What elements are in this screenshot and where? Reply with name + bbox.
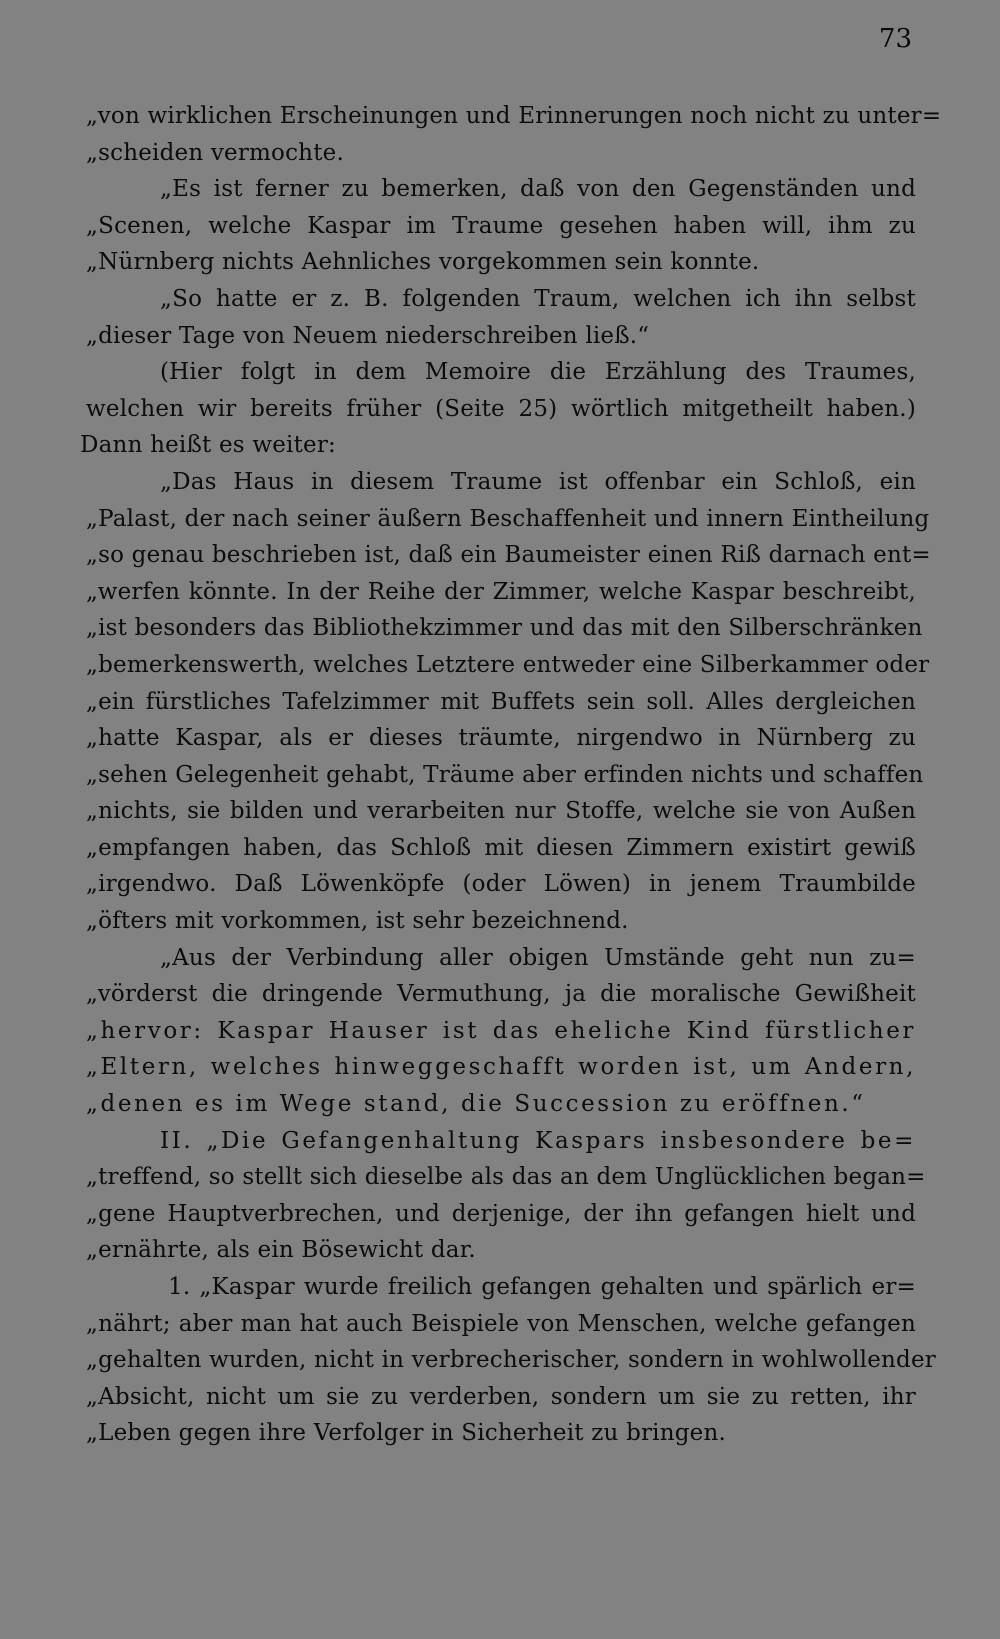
- text-line: „irgendwo. Daß Löwenköpfe (oder Löwen) in jenem Traumbilde: [86, 871, 916, 898]
- text-line: „Leben gegen ihre Verfolger in Sicherheit zu bringen.: [86, 1420, 727, 1447]
- text-line: II. „Die Gefangenhaltung Kaspars insbesondere be=: [160, 1127, 916, 1154]
- text-line: „so genau beschrieben ist, daß ein Baumeister einen Riß darnach ent=: [86, 542, 931, 569]
- text-line: „hervor: Kaspar Hauser ist das eheliche Kind fürstlicher: [86, 1017, 916, 1044]
- text-line: „vörderst die dringende Vermuthung, ja die moralische Gewißheit: [86, 981, 916, 1008]
- text-line: welchen wir bereits früher (Seite 25) wörtlich mitgetheilt haben.): [86, 395, 916, 422]
- body-text: [80, 98, 942, 1452]
- text-line: „Aus der Verbindung aller obigen Umstände geht nun zu=: [160, 944, 916, 971]
- text-line: „denen es im Wege stand, die Succession zu eröffnen.“: [86, 1091, 866, 1118]
- text-line: „scheiden vermochte.: [86, 139, 344, 166]
- text-line: „ist besonders das Bibliothekzimmer und das mit den Silberschränken: [86, 615, 923, 642]
- text-line: „Eltern, welches hinweggeschafft worden ist, um Andern,: [86, 1054, 916, 1081]
- text-line: Dann heißt es weiter:: [80, 432, 336, 459]
- text-line: „Es ist ferner zu bemerken, daß von den Gegenständen und: [160, 176, 916, 203]
- text-line: „nährt; aber man hat auch Beispiele von Menschen, welche gefangen: [86, 1310, 916, 1337]
- text-line: „Scenen, welche Kaspar im Traume gesehen haben will, ihm zu: [86, 212, 916, 239]
- text-line: „öfters mit vorkommen, ist sehr bezeichnend.: [86, 908, 629, 935]
- text-line: „Palast, der nach seiner äußern Beschaffenheit und innern Eintheilung: [86, 505, 930, 532]
- text-line: 1. „Kaspar wurde freilich gefangen gehalten und spärlich er=: [168, 1274, 916, 1300]
- text-line: „werfen könnte. In der Reihe der Zimmer, welche Kaspar beschreibt,: [86, 578, 916, 605]
- text-line: „empfangen haben, das Schloß mit diesen Zimmern existirt gewiß: [86, 834, 916, 861]
- text-line: „Das Haus in diesem Traume ist offenbar ein Schloß, ein: [160, 468, 916, 495]
- page-number: 73: [878, 24, 912, 54]
- text-line: „von wirklichen Erscheinungen und Erinnerungen noch nicht zu unter=: [86, 103, 942, 129]
- text-line: „sehen Gelegenheit gehabt, Träume aber erfinden nichts und schaffen: [86, 761, 924, 788]
- text-line: „nichts, sie bilden und verarbeiten nur Stoffe, welche sie von Außen: [86, 798, 916, 825]
- text-line: „ernährte, als ein Bösewicht dar.: [86, 1237, 476, 1264]
- text-line: „Nürnberg nichts Aehnliches vorgekommen sein konnte.: [86, 249, 760, 276]
- text-line: „Absicht, nicht um sie zu verderben, sondern um sie zu retten, ihr: [86, 1383, 916, 1410]
- text-line: „bemerkenswerth, welches Letztere entweder eine Silberkammer oder: [86, 651, 930, 678]
- text-line: „dieser Tage von Neuem niederschreiben ließ.“: [86, 322, 650, 349]
- text-line: „ein fürstliches Tafelzimmer mit Buffets sein soll. Alles dergleichen: [86, 688, 916, 715]
- text-line: „gene Hauptverbrechen, und derjenige, der ihn gefangen hielt und: [86, 1200, 916, 1227]
- text-line: „treffend, so stellt sich dieselbe als das an dem Unglücklichen began=: [86, 1164, 926, 1191]
- text-line: „hatte Kaspar, als er dieses träumte, nirgendwo in Nürnberg zu: [86, 725, 916, 752]
- text-line: „So hatte er z. B. folgenden Traum, welchen ich ihn selbst: [160, 285, 916, 312]
- text-line: (Hier folgt in dem Memoire die Erzählung des Traumes,: [160, 359, 916, 386]
- text-line: „gehalten wurden, nicht in verbrecherischer, sondern in wohlwollender: [86, 1347, 936, 1374]
